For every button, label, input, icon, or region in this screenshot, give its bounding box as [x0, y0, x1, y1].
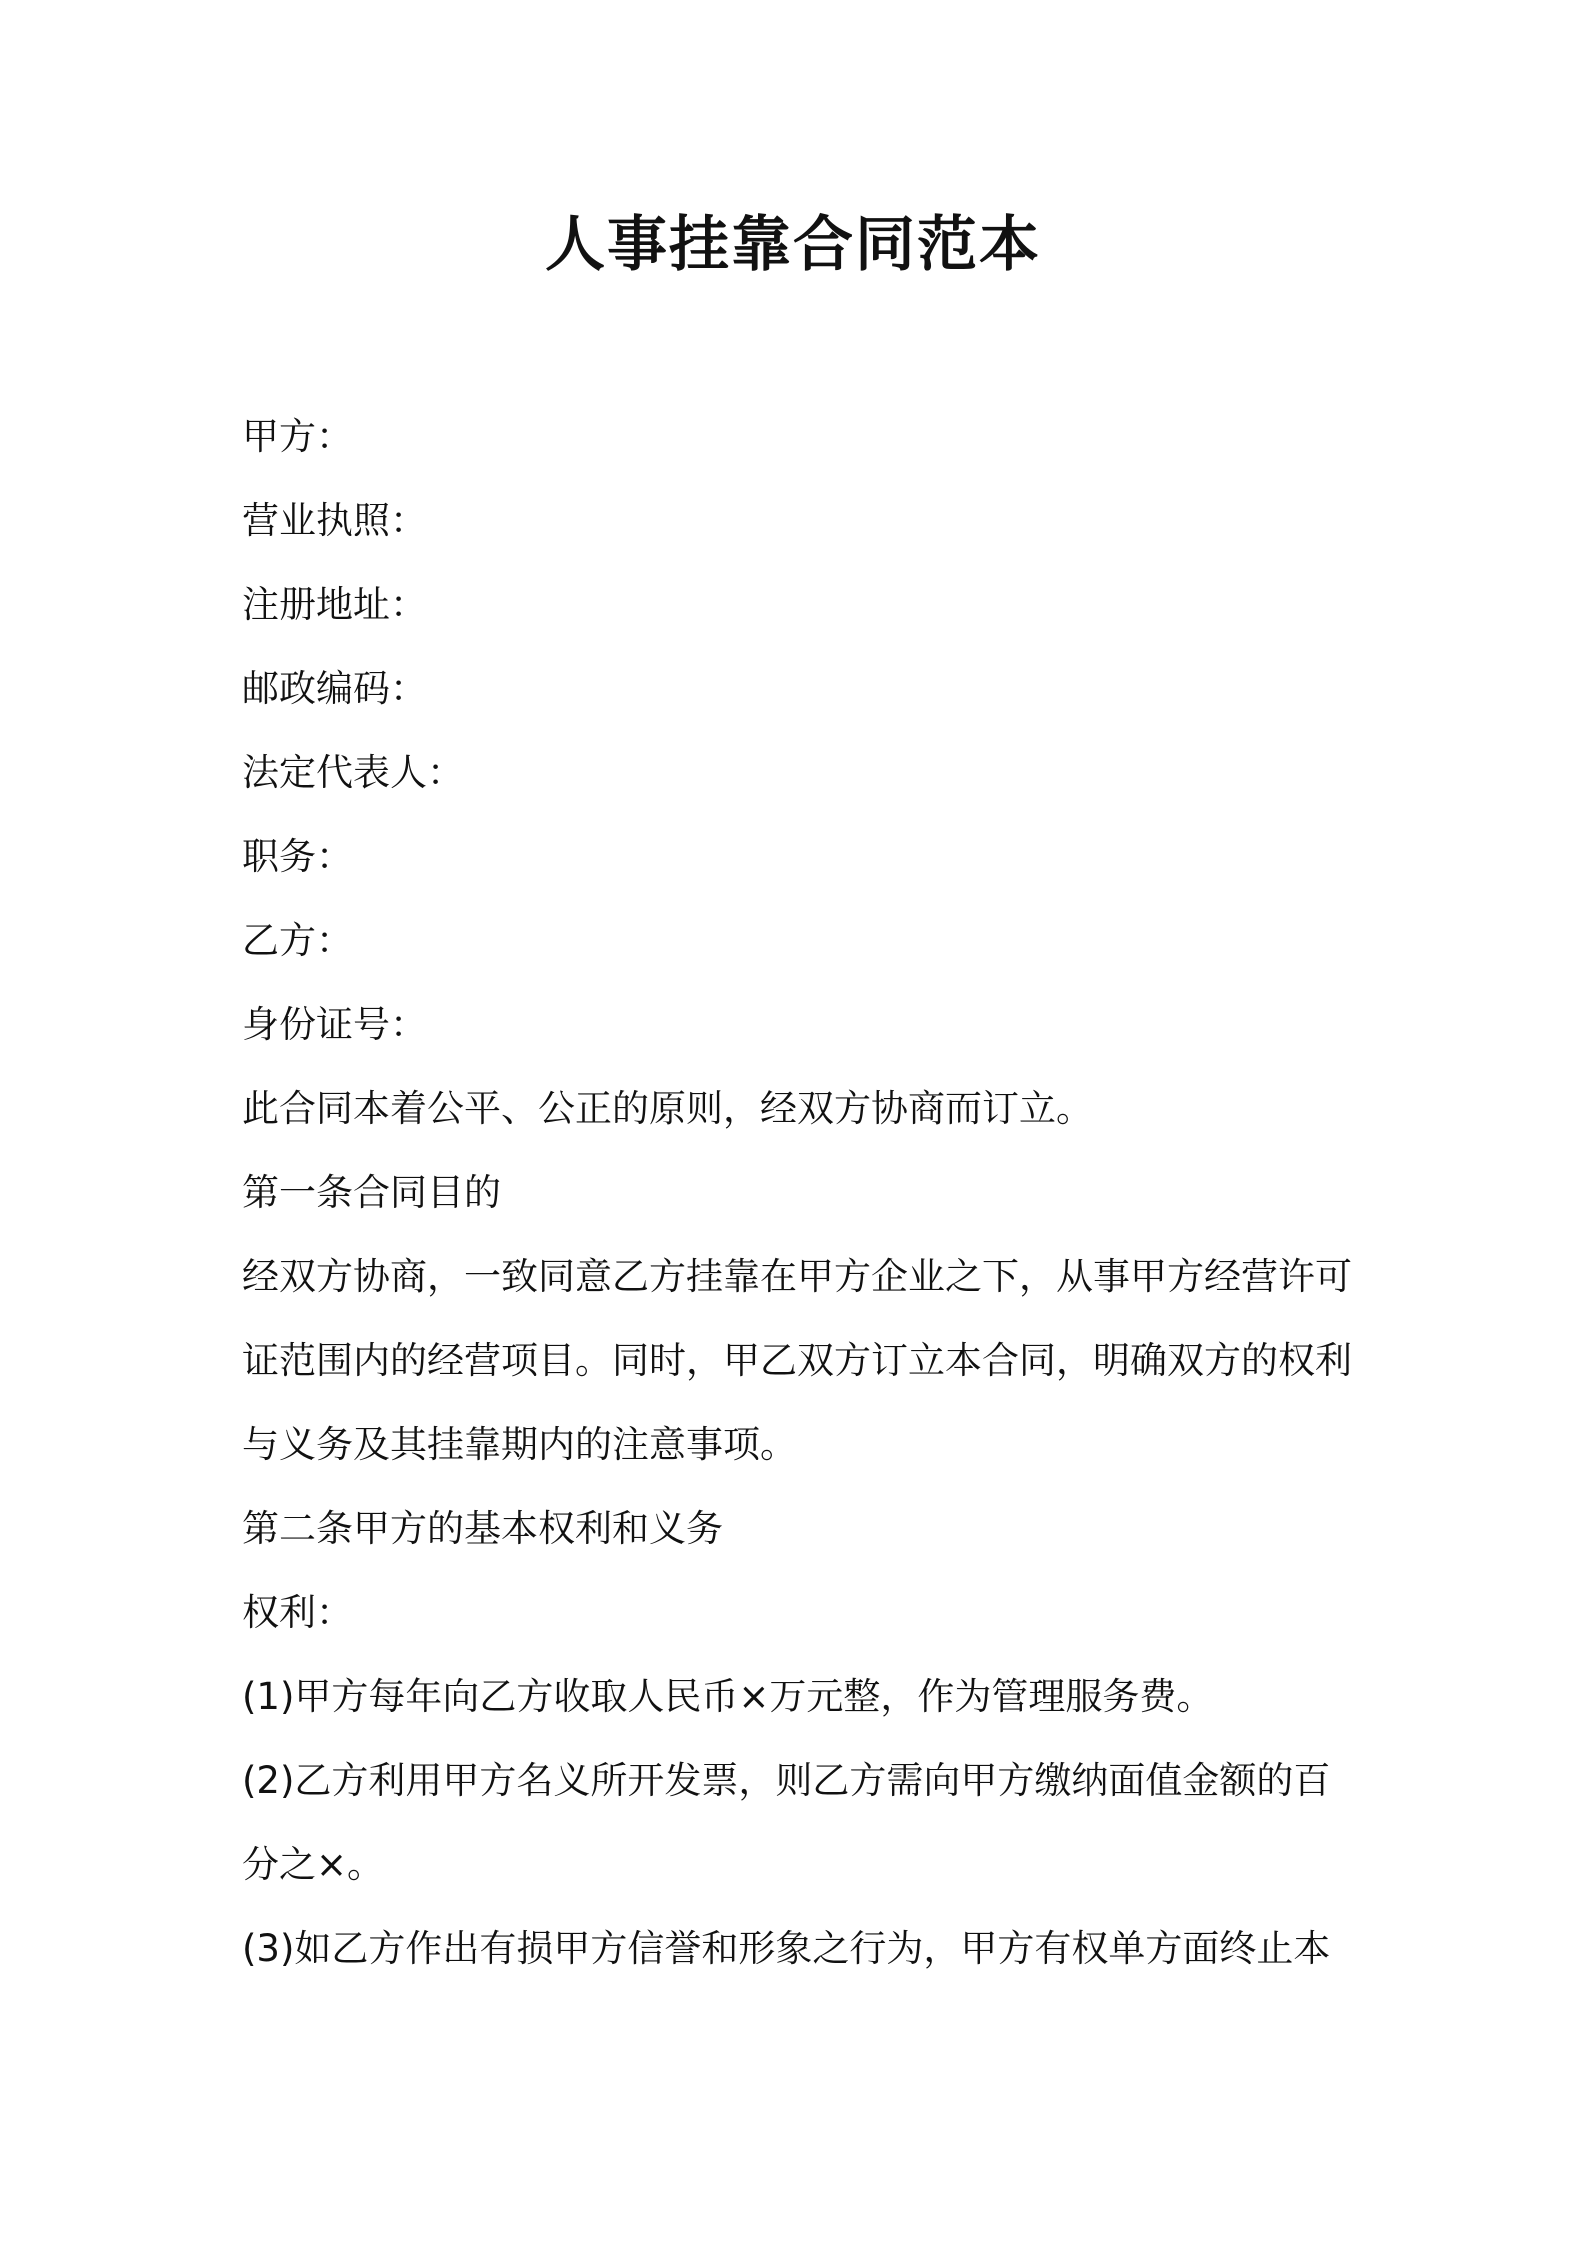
clause-3-text: (3)如乙方作出有损甲方信誉和形象之行为，甲方有权单方面终止本 [242, 1927, 1331, 1970]
article-1-paragraph-line: 证范围内的经营项目。同时，甲乙双方订立本合同，明确双方的权利 [242, 1339, 1352, 1382]
article-2-heading: 第二条甲方的基本权利和义务 [242, 1507, 723, 1550]
article-1-paragraph-line: 与义务及其挂靠期内的注意事项。 [242, 1423, 797, 1466]
document-title: 人事挂靠合同范本 [545, 210, 1041, 280]
postal-code-label: 邮政编码： [242, 667, 427, 710]
business-license-label: 营业执照： [242, 499, 427, 542]
id-number-label: 身份证号： [242, 1003, 427, 1046]
position-label: 职务： [242, 835, 353, 878]
article-1-heading: 第一条合同目的 [242, 1171, 501, 1214]
rights-label: 权利： [242, 1591, 353, 1634]
registered-address-label: 注册地址： [242, 583, 427, 626]
party-a-label: 甲方： [242, 415, 353, 458]
legal-representative-label: 法定代表人： [242, 751, 464, 794]
party-b-label: 乙方： [242, 919, 353, 962]
clause-1-text: (1)甲方每年向乙方收取人民币×万元整，作为管理服务费。 [242, 1675, 1214, 1718]
clause-2-text-continued: 分之×。 [242, 1843, 385, 1886]
document-body [242, 395, 1362, 1991]
article-1-paragraph-line: 经双方协商，一致同意乙方挂靠在甲方企业之下，从事甲方经营许可 [242, 1255, 1352, 1298]
preamble-text: 此合同本着公平、公正的原则，经双方协商而订立。 [242, 1087, 1093, 1130]
clause-2-text: (2)乙方利用甲方名义所开发票，则乙方需向甲方缴纳面值金额的百 [242, 1759, 1331, 1802]
